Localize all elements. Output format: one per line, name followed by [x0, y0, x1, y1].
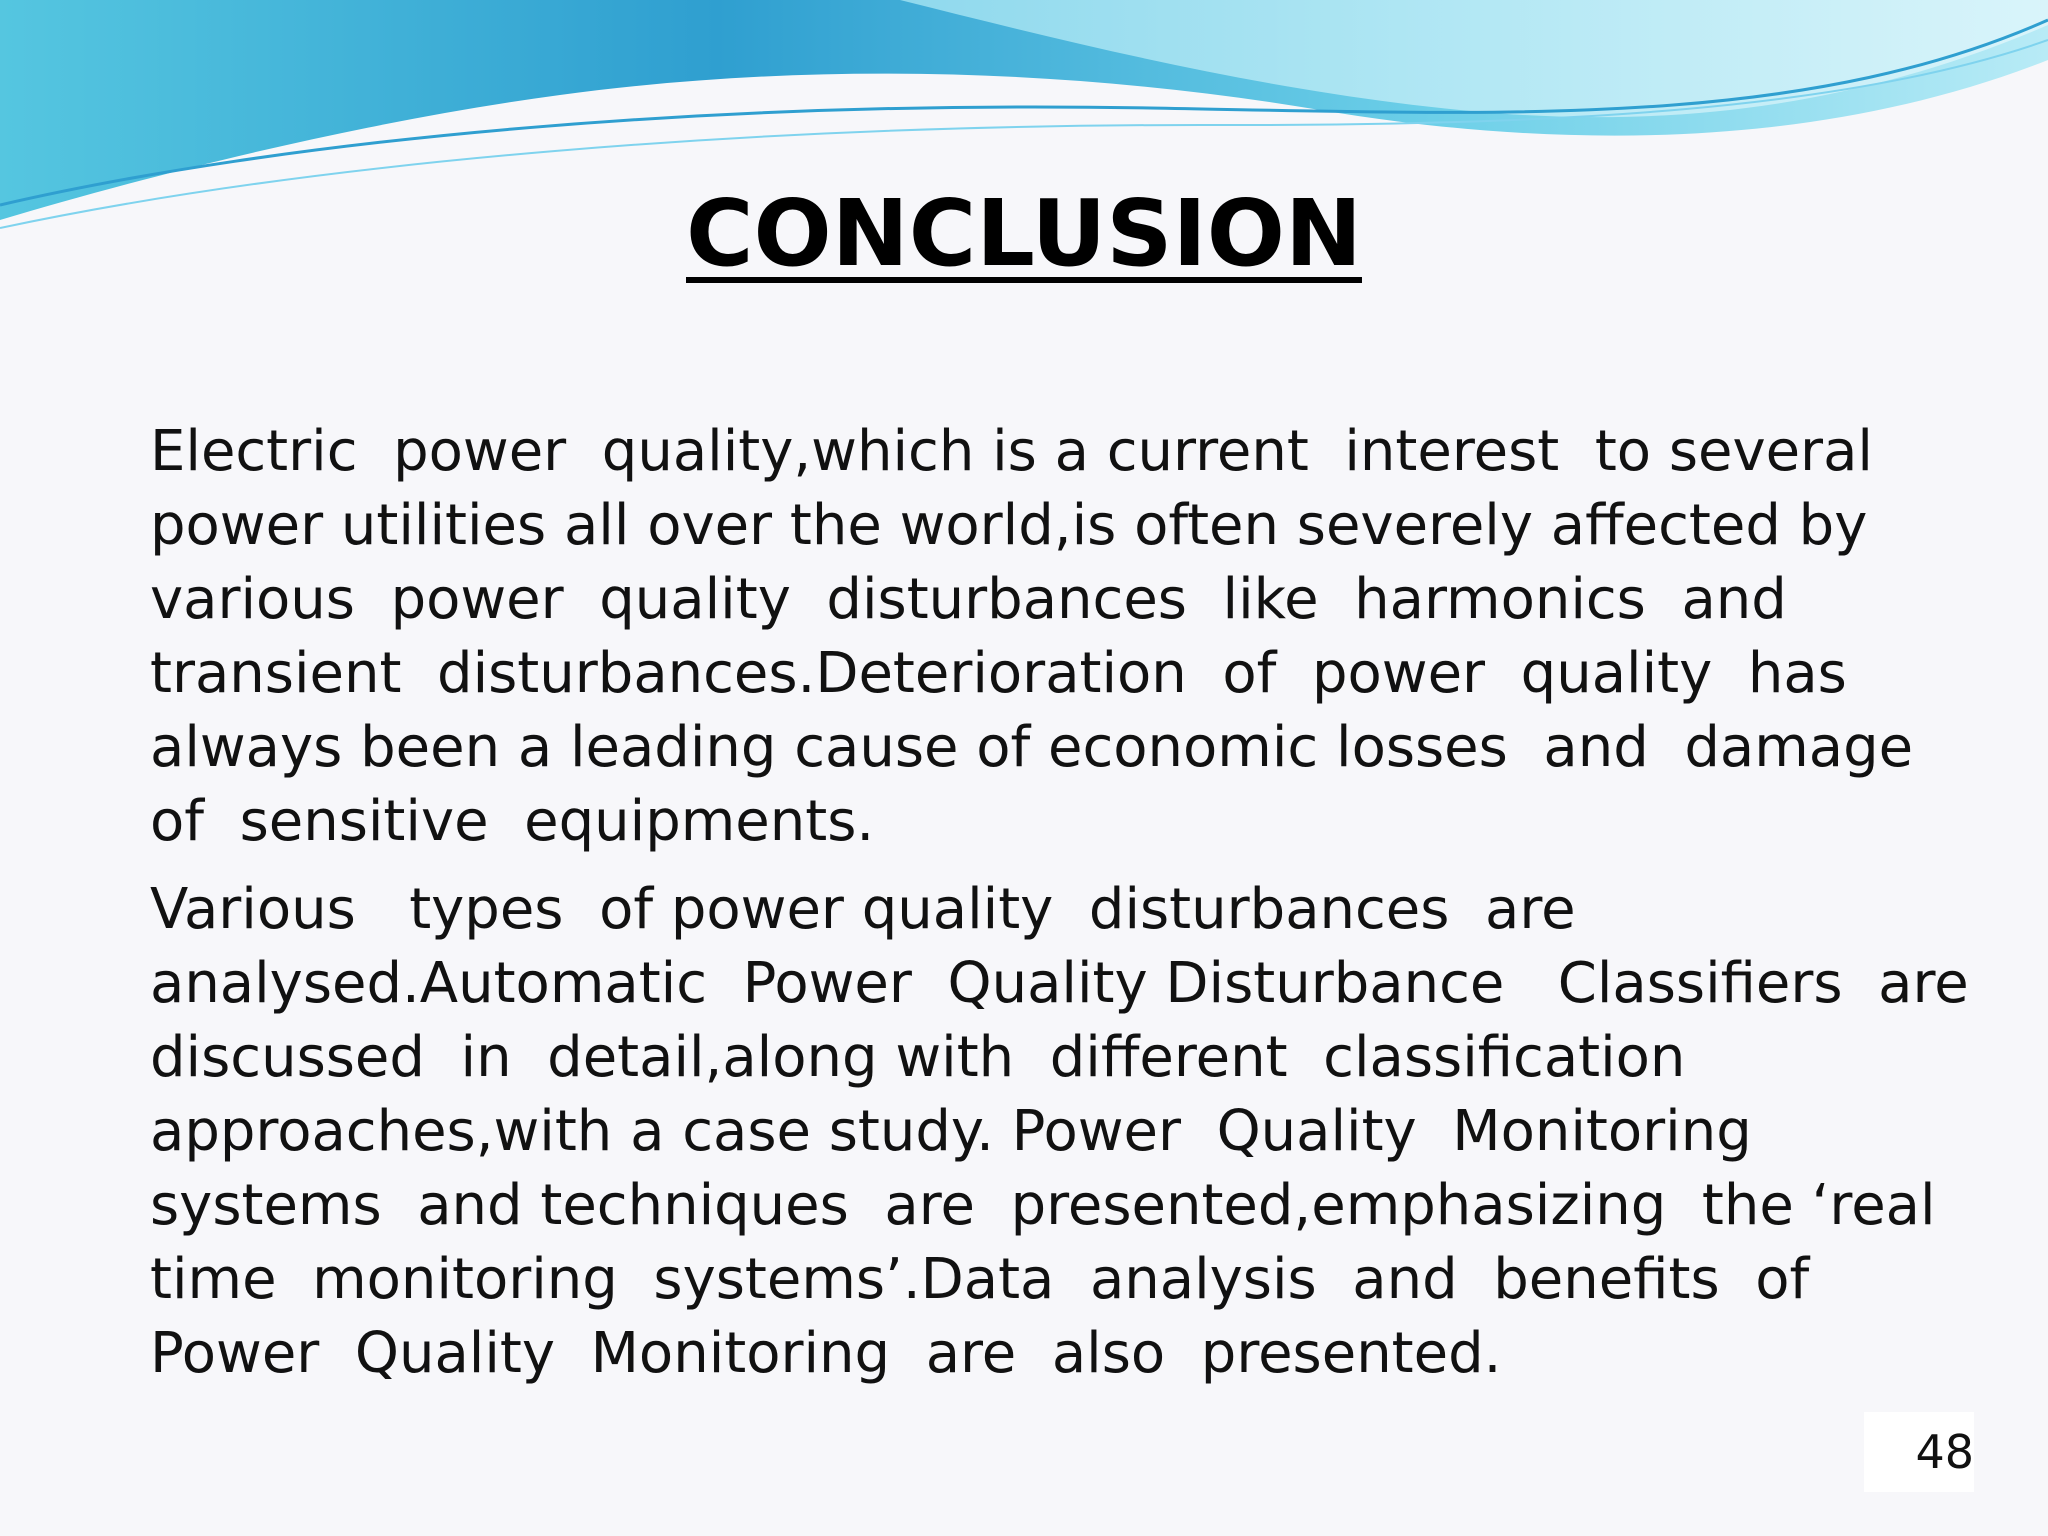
paragraph-1 — [150, 415, 1940, 859]
paragraph-line: Electric power quality,which is a current interest to several — [150, 419, 1873, 484]
paragraph-line: Power Quality Monitoring are also presented. — [150, 1321, 1502, 1386]
paragraph-line: of sensitive equipments. — [150, 789, 875, 854]
paragraph-2 — [150, 873, 1969, 1391]
paragraph-line: analysed.Automatic Power Quality Disturbance Classifiers are — [150, 951, 1969, 1016]
paragraph-line: various power quality disturbances like harmonics and — [150, 567, 1787, 632]
paragraph-line: discussed in detail,along with different classification — [150, 1025, 1686, 1090]
slide-body — [150, 415, 1969, 1405]
paragraph-line: time monitoring systems’.Data analysis and benefits of — [150, 1247, 1810, 1312]
paragraph-line: Various types of power quality disturbances are — [150, 877, 1576, 942]
page-number: 48 — [1864, 1412, 1974, 1492]
slide-title: CONCLUSION — [686, 180, 1362, 287]
paragraph-line: power utilities all over the world,is often severely affected by — [150, 493, 1868, 558]
paragraph-line: transient disturbances.Deterioration of power quality has — [150, 641, 1847, 706]
paragraph-line: approaches,with a case study. Power Quality Monitoring — [150, 1099, 1752, 1164]
paragraph-line: always been a leading cause of economic losses and damage — [150, 715, 1914, 780]
paragraph-line: systems and techniques are presented,emphasizing the ‘real — [150, 1173, 1936, 1238]
